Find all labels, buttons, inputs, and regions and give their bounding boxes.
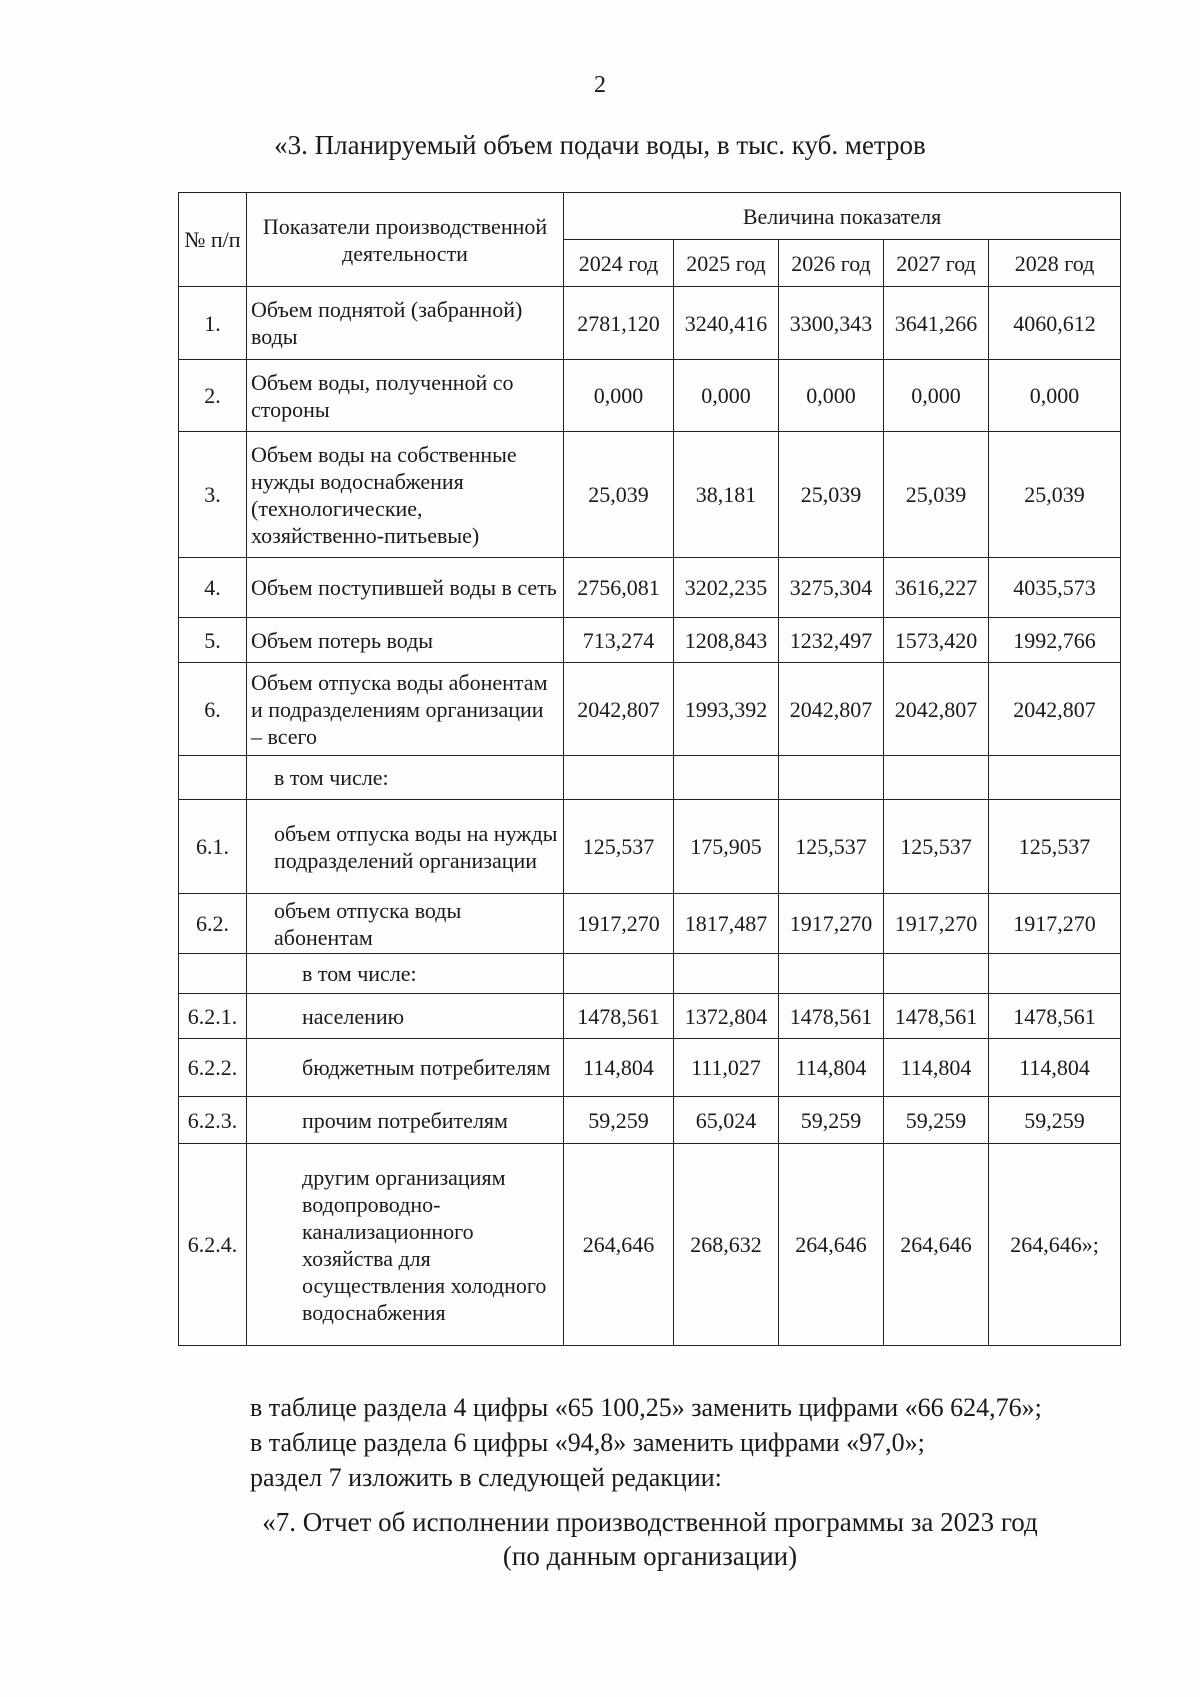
- row-value: 3240,416: [674, 287, 779, 360]
- row-value: 264,646: [779, 1144, 884, 1346]
- table-row: [179, 756, 1121, 800]
- table-row: [179, 954, 1121, 994]
- row-num: 6.: [179, 663, 247, 756]
- row-value: 2042,807: [884, 663, 989, 756]
- row-num: 6.2.4.: [179, 1144, 247, 1346]
- row-name: в том числе:: [247, 756, 564, 800]
- row-value: 3275,304: [779, 558, 884, 618]
- table-row: [179, 994, 1121, 1039]
- row-name: населению: [247, 994, 564, 1039]
- header-year: 2026 год: [779, 240, 884, 287]
- row-value: 1917,270: [884, 894, 989, 954]
- row-value: 4060,612: [989, 287, 1121, 360]
- table-row: [179, 1144, 1121, 1346]
- table-row: [179, 360, 1121, 432]
- header-indicator: Показатели производственной деятельности: [247, 193, 564, 287]
- row-num: 6.2.1.: [179, 994, 247, 1039]
- row-value: 268,632: [674, 1144, 779, 1346]
- row-value: 3616,227: [884, 558, 989, 618]
- row-value: 1208,843: [674, 618, 779, 663]
- row-value: 1232,497: [779, 618, 884, 663]
- amendment-item: раздел 7 изложить в следующей редакции:: [250, 1463, 722, 1492]
- table-row: [179, 1039, 1121, 1097]
- row-name: прочим потребителям: [247, 1097, 564, 1144]
- report-subtitle: (по данным организации): [502, 1541, 798, 1571]
- row-value: 1817,487: [674, 894, 779, 954]
- row-value: 264,646: [884, 1144, 989, 1346]
- row-value: [779, 756, 884, 800]
- row-value: 59,259: [989, 1097, 1121, 1144]
- row-value: 2042,807: [989, 663, 1121, 756]
- row-value: 1573,420: [884, 618, 989, 663]
- row-name: другим организациям водопроводно-канализационного хозяйства для осуществления холодного водоснабжения: [247, 1144, 564, 1346]
- row-name: объем отпуска воды абонентам: [247, 894, 564, 954]
- row-value: 25,039: [989, 432, 1121, 558]
- row-name: Объем воды на собственные нужды водоснабжения (технологические, хозяйственно-питьевые): [247, 432, 564, 558]
- row-value: 114,804: [779, 1039, 884, 1097]
- row-value: [989, 954, 1121, 994]
- row-value: 125,537: [779, 800, 884, 894]
- row-value: 125,537: [989, 800, 1121, 894]
- report-title: «7. Отчет об исполнении производственной программы за 2023 год: [262, 1507, 1038, 1537]
- row-value: 125,537: [564, 800, 674, 894]
- row-value: 3202,235: [674, 558, 779, 618]
- row-name: Объем поступившей воды в сеть: [247, 558, 564, 618]
- row-value: [884, 756, 989, 800]
- table-row: [179, 618, 1121, 663]
- row-value: 1478,561: [884, 994, 989, 1039]
- row-num: 3.: [179, 432, 247, 558]
- row-value: 0,000: [779, 360, 884, 432]
- table-row: [179, 800, 1121, 894]
- row-value: 1478,561: [564, 994, 674, 1039]
- row-value: 713,274: [564, 618, 674, 663]
- row-value: 25,039: [884, 432, 989, 558]
- row-value: [989, 756, 1121, 800]
- row-num: [179, 954, 247, 994]
- row-value: 3641,266: [884, 287, 989, 360]
- row-name: Объем отпуска воды абонентам и подразделениям организации – всего: [247, 663, 564, 756]
- row-value: 1993,392: [674, 663, 779, 756]
- row-value: 1917,270: [564, 894, 674, 954]
- row-value: 59,259: [564, 1097, 674, 1144]
- row-value: 25,039: [779, 432, 884, 558]
- page-number: 2: [594, 72, 606, 98]
- row-value: 65,024: [674, 1097, 779, 1144]
- water-supply-table: [178, 192, 1121, 1346]
- amendment-item: в таблице раздела 4 цифры «65 100,25» заменить цифрами «66 624,76»;: [250, 1393, 1042, 1422]
- row-num: 1.: [179, 287, 247, 360]
- row-value: 0,000: [989, 360, 1121, 432]
- table-row: [179, 287, 1121, 360]
- row-num: 4.: [179, 558, 247, 618]
- row-value: 114,804: [989, 1039, 1121, 1097]
- row-value: [674, 954, 779, 994]
- row-value: 2781,120: [564, 287, 674, 360]
- amendment-item: в таблице раздела 6 цифры «94,8» заменить цифрами «97,0»;: [250, 1428, 925, 1457]
- table-row: [179, 1097, 1121, 1144]
- row-value: 175,905: [674, 800, 779, 894]
- table-row: [179, 432, 1121, 558]
- row-name: в том числе:: [247, 954, 564, 994]
- row-num: 6.1.: [179, 800, 247, 894]
- row-value: [564, 756, 674, 800]
- row-value: 1917,270: [989, 894, 1121, 954]
- row-value: 0,000: [564, 360, 674, 432]
- table-row: [179, 558, 1121, 618]
- row-value: 111,027: [674, 1039, 779, 1097]
- row-num: [179, 756, 247, 800]
- row-value: 2042,807: [564, 663, 674, 756]
- header-year: 2025 год: [674, 240, 779, 287]
- table-row: [179, 663, 1121, 756]
- row-value: 59,259: [779, 1097, 884, 1144]
- row-value: 1992,766: [989, 618, 1121, 663]
- row-num: 5.: [179, 618, 247, 663]
- row-value: 125,537: [884, 800, 989, 894]
- row-value: 1478,561: [779, 994, 884, 1039]
- row-value: 0,000: [674, 360, 779, 432]
- section-title: «3. Планируемый объем подачи воды, в тыс. куб. метров: [274, 130, 926, 160]
- row-value: 3300,343: [779, 287, 884, 360]
- row-value: 4035,573: [989, 558, 1121, 618]
- row-value: 1372,804: [674, 994, 779, 1039]
- row-num: 6.2.3.: [179, 1097, 247, 1144]
- amendment-list: [250, 1390, 1042, 1495]
- row-value: 1478,561: [989, 994, 1121, 1039]
- header-value-group: Величина показателя: [564, 193, 1121, 240]
- row-value: 114,804: [884, 1039, 989, 1097]
- row-name: объем отпуска воды на нужды подразделений организации: [247, 800, 564, 894]
- row-name: Объем потерь воды: [247, 618, 564, 663]
- row-value: 264,646»;: [989, 1144, 1121, 1346]
- row-value: 38,181: [674, 432, 779, 558]
- row-name: бюджетным потребителям: [247, 1039, 564, 1097]
- row-value: [564, 954, 674, 994]
- row-value: 2042,807: [779, 663, 884, 756]
- header-year: 2028 год: [989, 240, 1121, 287]
- row-num: 6.2.2.: [179, 1039, 247, 1097]
- header-year: 2024 год: [564, 240, 674, 287]
- row-num: 2.: [179, 360, 247, 432]
- row-value: [674, 756, 779, 800]
- table-row: [179, 894, 1121, 954]
- row-value: [779, 954, 884, 994]
- row-value: 25,039: [564, 432, 674, 558]
- row-value: 1917,270: [779, 894, 884, 954]
- row-num: 6.2.: [179, 894, 247, 954]
- row-value: 59,259: [884, 1097, 989, 1144]
- row-value: 2756,081: [564, 558, 674, 618]
- row-name: Объем поднятой (забранной) воды: [247, 287, 564, 360]
- header-year: 2027 год: [884, 240, 989, 287]
- header-num: № п/п: [179, 193, 247, 287]
- row-value: 264,646: [564, 1144, 674, 1346]
- row-value: 114,804: [564, 1039, 674, 1097]
- row-value: 0,000: [884, 360, 989, 432]
- row-value: [884, 954, 989, 994]
- row-name: Объем воды, полученной со стороны: [247, 360, 564, 432]
